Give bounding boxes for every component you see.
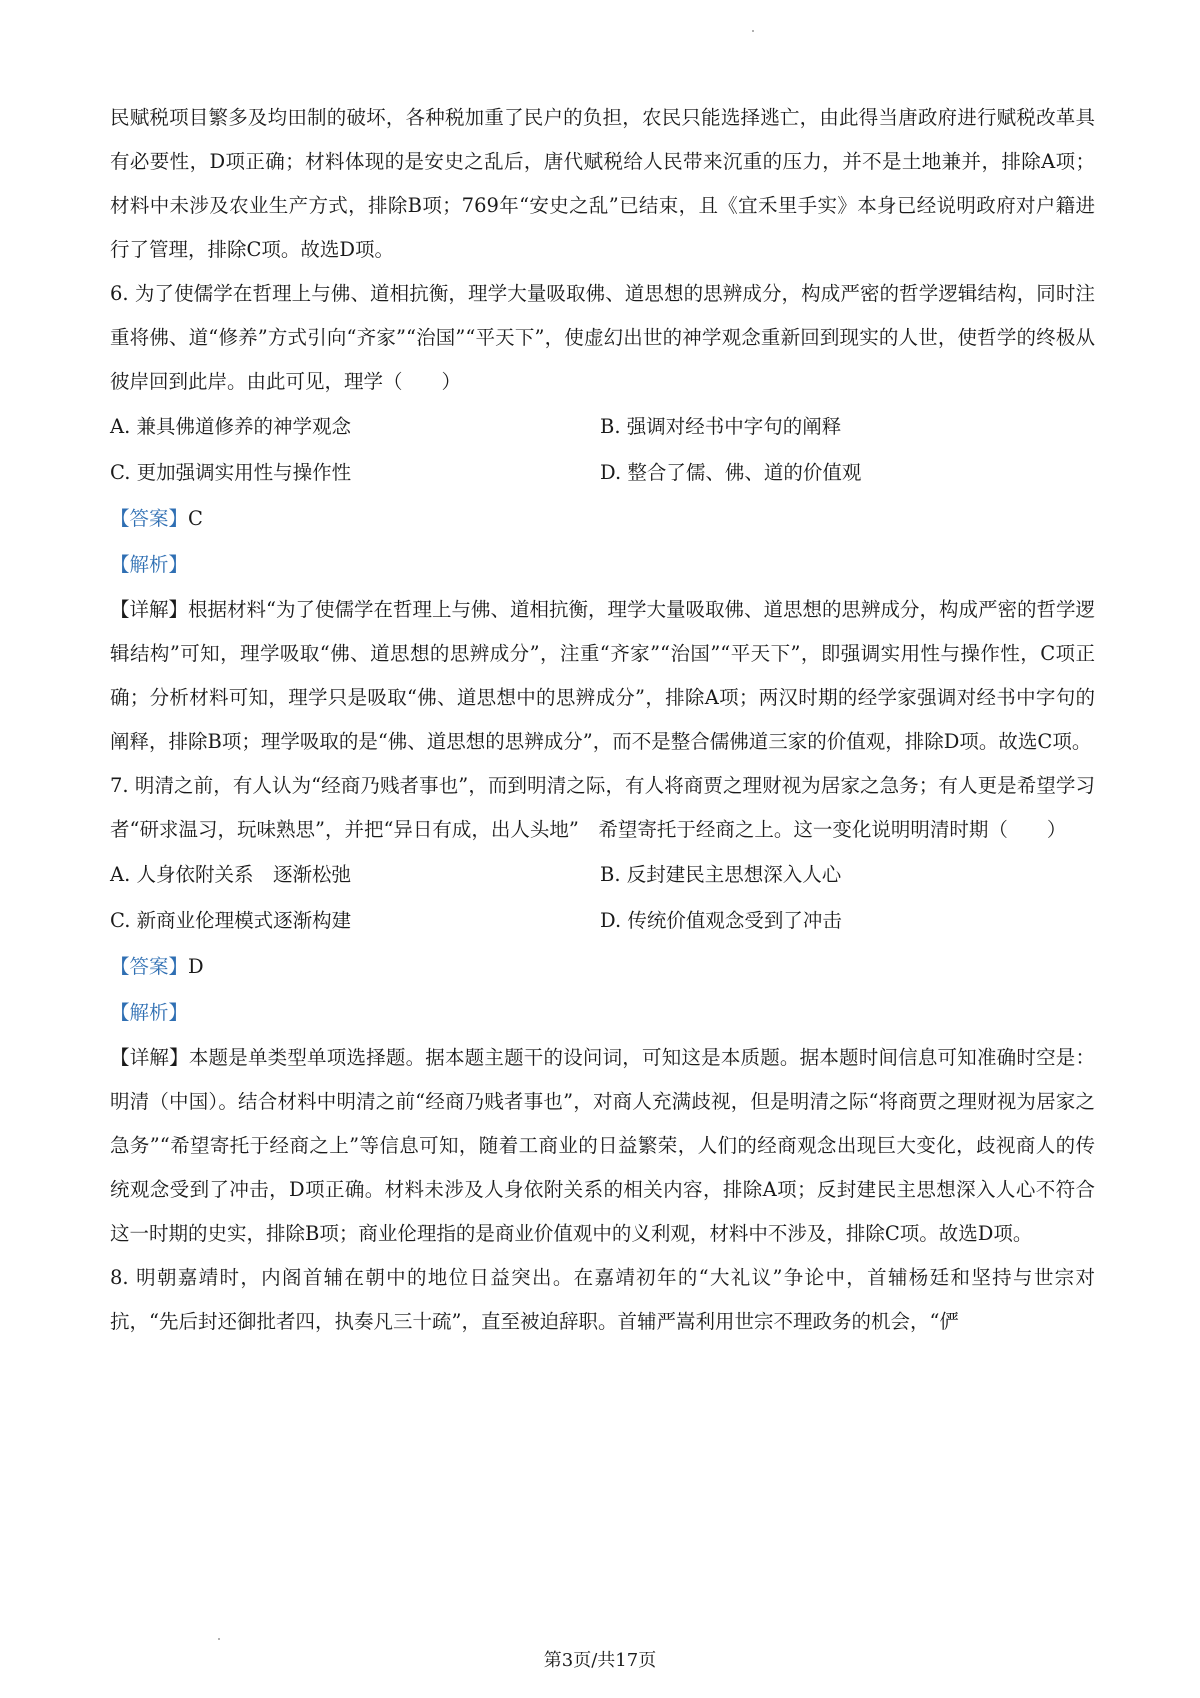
q7-option-b: B. 反封建民主思想深入人心 [600, 863, 842, 886]
analysis-tag: 【解析】 [110, 553, 189, 576]
scan-speck [752, 30, 754, 32]
detail-tag: 【详解】 [110, 1046, 189, 1069]
page-content [110, 96, 1095, 1344]
q6-answer-value: C [188, 507, 203, 530]
q7-answer-value: D [188, 955, 204, 978]
q7-analysis-line [110, 990, 1095, 1036]
scan-speck [218, 1638, 220, 1640]
question-7-options-row-2 [110, 898, 1095, 944]
q7-option-a: A. 人身依附关系 逐渐松弛 [110, 863, 351, 886]
q6-option-a: A. 兼具佛道修养的神学观念 [110, 415, 351, 438]
q6-option-c: C. 更加强调实用性与操作性 [110, 461, 352, 484]
question-6-options-row-1 [110, 404, 1095, 450]
q7-option-d: D. 传统价值观念受到了冲击 [600, 909, 842, 932]
question-6-options-row-2 [110, 450, 1095, 496]
paragraph-q5-analysis-tail: 民赋税项目繁多及均田制的破坏，各种税加重了民户的负担，农民只能选择逃亡，由此得当唐政府进行赋税改革具有必要性，D项正确；材料体现的是安史之乱后，唐代赋税给人民带来沉重的压力，并不是土地兼并，排除A项；材料中未涉及农业生产方式，排除B项；769年“安史之乱”已结束，且《宜禾里手实》本身已经说明政府对户籍进行了管理，排除C项。故选D项。 [110, 106, 1095, 261]
answer-tag: 【答案】 [110, 507, 189, 530]
q6-detail [110, 588, 1095, 764]
q7-detail [110, 1036, 1095, 1256]
q6-detail-text: 根据材料“为了使儒学在哲理上与佛、道相抗衡，理学大量吸取佛、道思想的思辨成分，构成严密的哲学逻辑结构”可知，理学吸取“佛、道思想的思辨成分”，注重“齐家”“治国”“平天下”，即强调实用性与操作性，C项正确；分析材料可知，理学只是吸取“佛、道思想中的思辨成分”，排除A项；两汉时期的经学家强调对经书中字句的阐释，排除B项；理学吸取的是“佛、道思想的思辨成分”，而不是整合儒佛道三家的价值观，排除D项。故选C项。 [110, 598, 1095, 753]
question-7-stem: 7. 明清之前，有人认为“经商乃贱者事也”，而到明清之际，有人将商贾之理财视为居家之急务；有人更是希望学习者“研求温习，玩味熟思”，并把“异日有成，出人头地” 希望寄托于经商之上。这一变化说明明清时期（ ） [110, 774, 1095, 841]
q7-option-c: C. 新商业伦理模式逐渐构建 [110, 909, 352, 932]
q6-analysis-line [110, 542, 1095, 588]
question-7-options-row-1 [110, 852, 1095, 898]
q7-detail-text: 本题是单类型单项选择题。据本题主题干的设问词，可知这是本质题。据本题时间信息可知准确时空是：明清（中国）。结合材料中明清之前“经商乃贱者事也”，对商人充满歧视，但是明清之际“将商贾之理财视为居家之急务”“希望寄托于经商之上”等信息可知，随着工商业的日益繁荣，人们的经商观念出现巨大变化，歧视商人的传统观念受到了冲击，D项正确。材料未涉及人身依附关系的相关内容，排除A项；反封建民主思想深入人心不符合这一时期的史实，排除B项；商业伦理指的是商业价值观中的义利观，材料中不涉及，排除C项。故选D项。 [110, 1046, 1095, 1245]
q6-option-d: D. 整合了儒、佛、道的价值观 [600, 461, 862, 484]
question-6-stem: 6. 为了使儒学在哲理上与佛、道相抗衡，理学大量吸取佛、道思想的思辨成分，构成严密的哲学逻辑结构，同时注重将佛、道“修养”方式引向“齐家”“治国”“平天下”，使虚幻出世的神学观念重新回到现实的人世，使哲学的终极从彼岸回到此岸。由此可见，理学（ ） [110, 282, 1095, 393]
answer-tag: 【答案】 [110, 955, 189, 978]
q6-option-b: B. 强调对经书中字句的阐释 [600, 415, 842, 438]
detail-tag: 【详解】 [110, 598, 189, 621]
question-8-stem: 8. 明朝嘉靖时，内阁首辅在朝中的地位日益突出。在嘉靖初年的“大礼议”争论中，首辅杨廷和坚持与世宗对抗，“先后封还御批者四，执奏凡三十疏”，直至被迫辞职。首辅严嵩利用世宗不理政务的机会，“俨 [110, 1266, 1095, 1333]
analysis-tag: 【解析】 [110, 1001, 189, 1024]
page-number-footer: 第3页/共17页 [543, 1650, 657, 1671]
q7-answer-line [110, 944, 1095, 990]
q6-answer-line [110, 496, 1095, 542]
